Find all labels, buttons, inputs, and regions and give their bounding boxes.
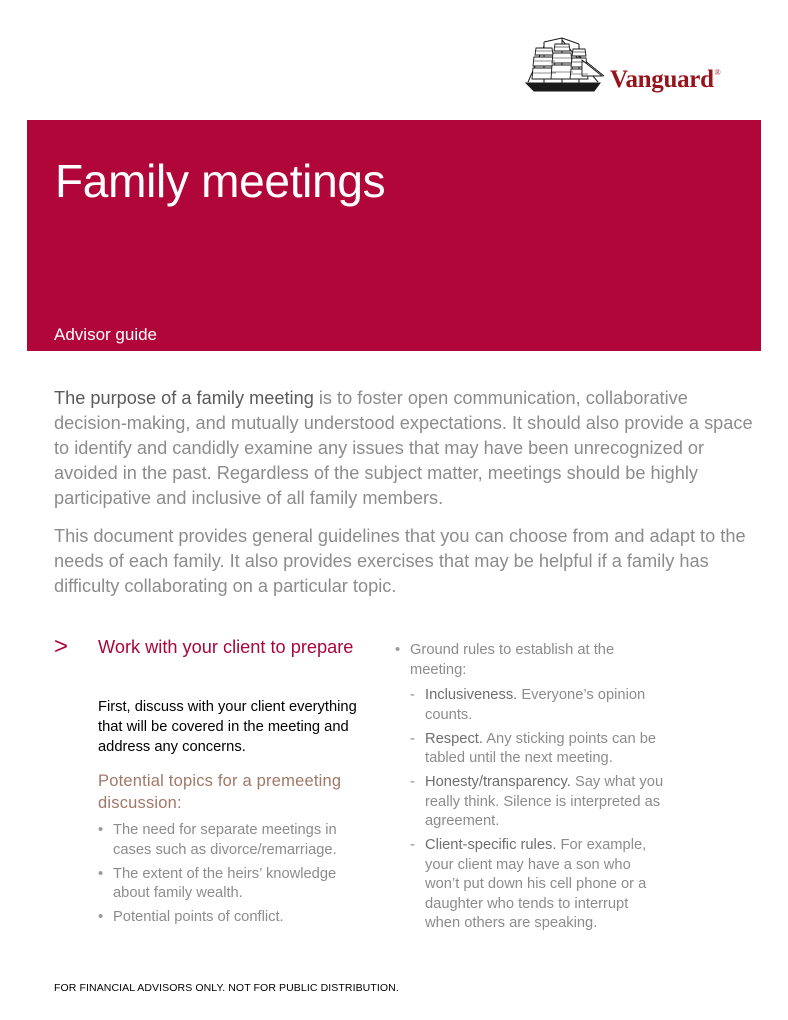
intro-paragraph	[54, 386, 754, 511]
list-item: • The extent of the heirs’ knowledge about family wealth.	[98, 865, 337, 901]
title-banner	[27, 120, 761, 351]
bullet-icon: •	[98, 909, 104, 925]
rule-item	[410, 730, 665, 769]
bullet-icon: •	[98, 865, 104, 882]
rule-item	[410, 686, 665, 725]
rule-text: Everyone’s opinion counts.	[425, 687, 646, 723]
page-subtitle: Advisor guide	[54, 325, 158, 344]
dash-icon: -	[410, 774, 415, 790]
sailing-ship-icon	[522, 36, 606, 96]
rule-item	[410, 773, 665, 832]
topics-subheading: Potential topics for a premeeting discussion:	[98, 772, 342, 812]
intro-paragraph-2: This document provides general guidelines that you can choose from and adapt to the needs of each family. It also provides exercises that may be helpful if a family has difficulty collaborating on a particular topic.	[54, 526, 746, 596]
rule-text: Say what you really think. Silence is interpreted as agreement.	[425, 774, 664, 829]
ground-rules-sublist	[410, 686, 665, 934]
footer-disclaimer: FOR FINANCIAL ADVISORS ONLY. NOT FOR PUBLIC DISTRIBUTION.	[54, 982, 399, 994]
section-heading: Work with your client to prepare	[98, 637, 354, 657]
brand-name: Vanguard®	[610, 66, 721, 93]
registered-mark: ®	[714, 68, 721, 77]
rule-text: Any sticking points can be tabled until the next meeting.	[425, 730, 657, 766]
list-item: • Potential points of conflict.	[98, 908, 368, 928]
rule-keyword: Inclusiveness.	[425, 687, 518, 703]
intro-lead: The purpose of a family meeting	[54, 388, 314, 408]
list-item	[395, 641, 665, 934]
page-title: Family meetings	[55, 155, 386, 207]
rule-item	[410, 836, 665, 934]
rule-keyword: Client-specific rules.	[425, 837, 557, 853]
ground-rules-intro: Ground rules to establish at the meeting:	[410, 642, 615, 678]
dash-icon: -	[410, 837, 415, 853]
rule-keyword: Respect.	[425, 730, 483, 747]
dash-icon: -	[410, 687, 415, 703]
chevron-right-icon: >	[54, 633, 69, 660]
list-item: • The need for separate meetings in cases such as divorce/remarriage.	[98, 822, 337, 858]
dash-icon: -	[410, 730, 415, 747]
rule-text: For example, your client may have a son who won’t put down his cell phone or a daughter who tends to interrupt when others are speaking.	[425, 837, 647, 931]
bullet-icon: •	[98, 822, 104, 838]
section-body: First, discuss with your client everything that will be covered in the meeting and address any concerns.	[98, 699, 357, 755]
intro-body: is to foster open communication, collaborative decision-making, and mutually understood expectations. It should also provide a space to identify and candidly examine any issues that may have been unrecognized or avoided in the past. Regardless of the subject matter, meetings should be highly participative and inclusive of all family members.	[54, 388, 753, 508]
vanguard-logo	[522, 36, 742, 98]
topics-list	[98, 821, 368, 932]
ground-rules-list	[395, 641, 665, 938]
rule-keyword: Honesty/transparency.	[425, 774, 571, 790]
bullet-icon: •	[395, 642, 401, 658]
